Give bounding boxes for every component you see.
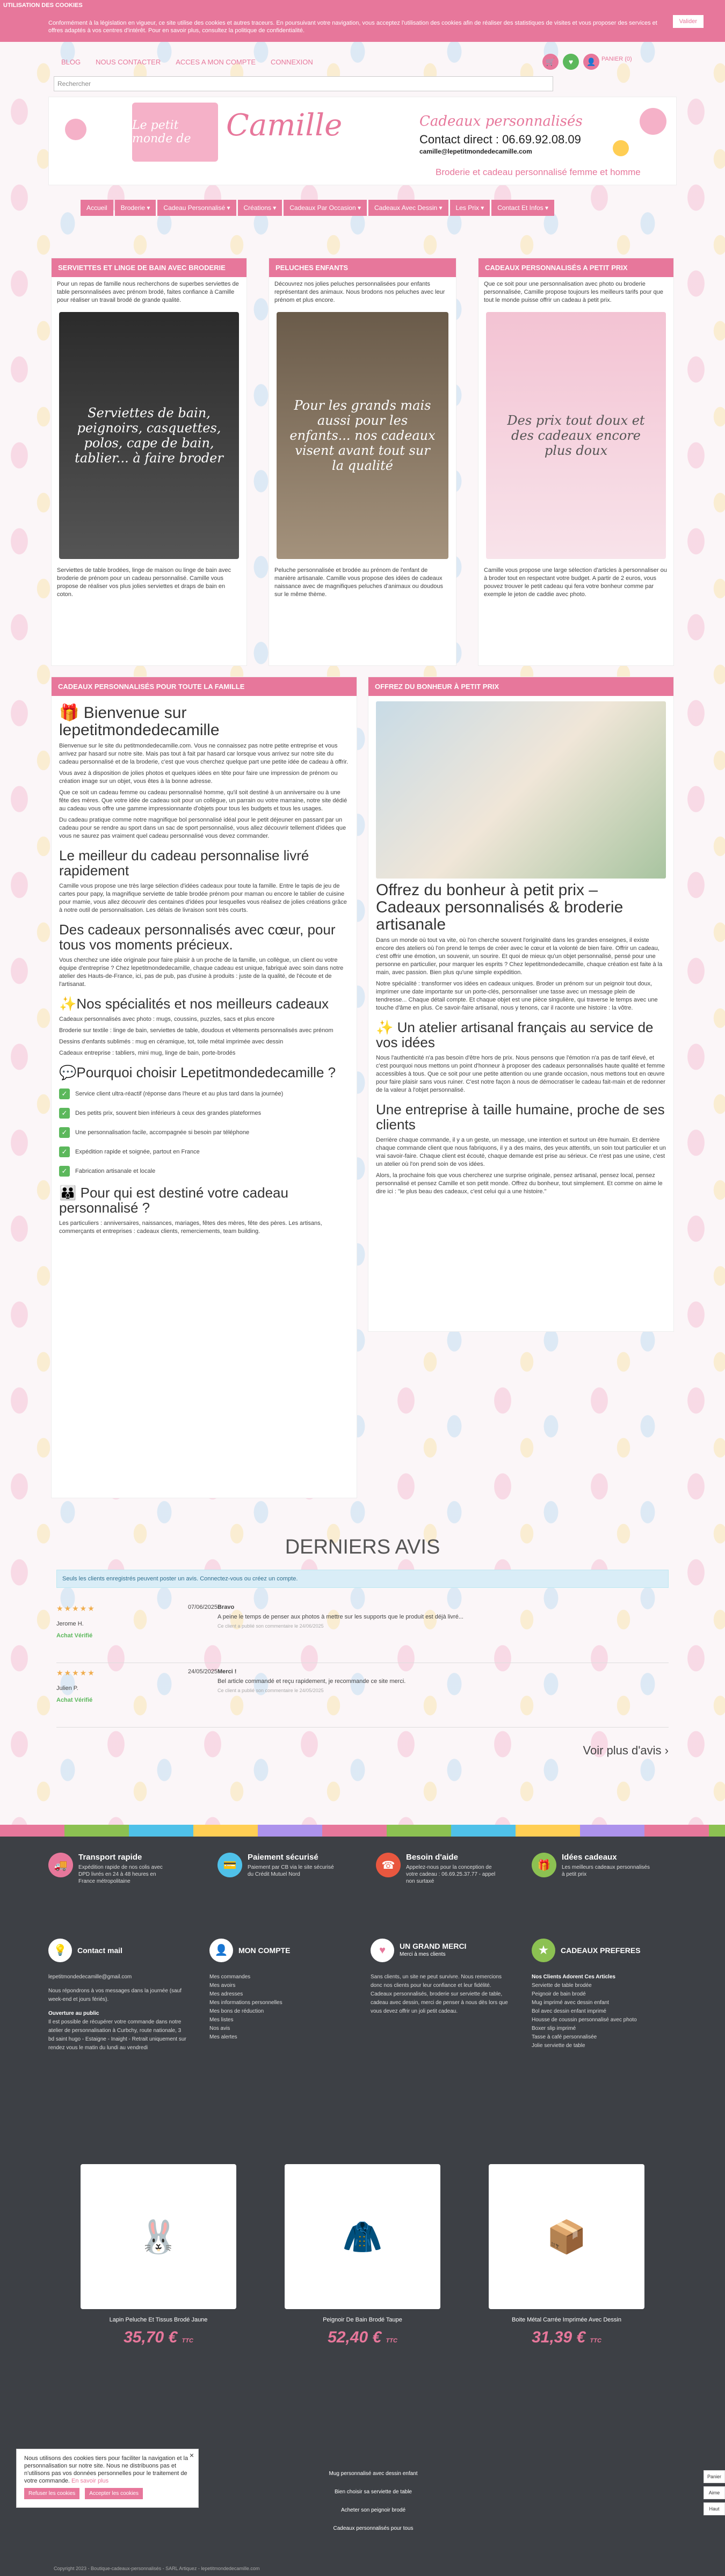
footer-line: Il est possible de récupérer votre commande dans notre atelier de personnalisation à Curbchy, route nationale, 3 bd saint hugo - Estaigne - Inaight - Retrait uniquement sur rendez vous le matin du lundi au vendredi — [48, 2019, 186, 2051]
menu-contact[interactable]: Contact Et Infos ▾ — [491, 200, 554, 216]
main-nav — [81, 200, 677, 216]
spec-item: Broderie sur textile : linge de bain, serviettes de table, doudous et vêtements personnalisés avec prénom — [59, 1027, 334, 1034]
promo-column — [269, 258, 456, 666]
product-price: 35,70 € — [124, 2328, 178, 2346]
credit-card-icon: 💳 — [218, 1853, 242, 1877]
user-icon: 👤 — [209, 1939, 233, 1962]
footer-col-title: CADEAUX PREFERES — [561, 1946, 641, 1955]
side-like-button[interactable]: Aime — [704, 2486, 725, 2499]
footer-link[interactable]: Mug imprimé avec dessin enfant — [532, 2000, 609, 2006]
header-phone: Contact direct : 06.69.92.08.09 — [419, 133, 581, 146]
footer-link[interactable]: Mes avoirs — [209, 1983, 236, 1989]
footer-link[interactable]: Jolie serviette de table — [532, 2043, 585, 2049]
feature-text: Appelez-nous pour la conception de votre cadeau : 06.69.25.37.77 - appel non surtaxé — [406, 1864, 496, 1884]
refuse-cookies-button[interactable]: Refuser les cookies — [24, 2488, 79, 2499]
decor-stripe — [0, 1825, 725, 1837]
verified-badge: Achat Vérifié — [56, 1697, 93, 1703]
cookie-more-link[interactable]: En savoir plus — [71, 2478, 109, 2484]
section-heading: ✨Nos spécialités et nos meilleurs cadeaux — [59, 996, 329, 1012]
search-input[interactable]: Rechercher — [54, 76, 553, 91]
nav-login[interactable]: CONNEXION — [271, 58, 313, 66]
check-icon: ✓ — [59, 1108, 70, 1119]
lightbulb-icon: 💡 — [48, 1939, 72, 1962]
column-outro: Peluche personnalisée et brodée au prénom de l'enfant de manière artisanale. Camille vous propose des idées de cadeaux naissance avec de magnifiques peluches d'animaux ou doudous sur le même thème. — [274, 567, 443, 598]
footer-link[interactable]: Bol avec dessin enfant imprimé — [532, 2008, 606, 2014]
header-subtitle: Cadeaux personnalisés — [419, 113, 583, 129]
product-card[interactable] — [489, 2164, 644, 2347]
check-icon: ✓ — [59, 1166, 70, 1177]
verified-badge: Achat Vérifié — [56, 1632, 93, 1639]
footer-link[interactable]: Boxer slip imprimé — [532, 2026, 576, 2031]
check-text: Une personnalisation facile, accompagnée si besoin par téléphone — [75, 1129, 250, 1136]
paragraph: Bienvenue sur le site du petitmondedecamille.com. Vous ne connaissez pas notre petite entreprise et vous arrivez par hasard sur notre site. Mais pas tout à fait par hasard car lorsque vous arrivez sur notre site du cadeau personnalisé et de la broderie, c'est que vous cherchez quelque part une petite idée de cadeau à offrir. — [59, 743, 349, 765]
feature-text: Paiement par CB via le site sécurisé du Crédit Mutuel Nord — [248, 1864, 334, 1877]
spec-item: Cadeaux entreprise : tabliers, mini mug, linge de bain, porte-brodés — [59, 1050, 236, 1056]
footer-link[interactable]: Cadeaux personnalisés pour tous — [333, 2526, 414, 2531]
paragraph: Notre spécialité : transformer vos idées en cadeaux uniques. Broder un prénom sur un peignoir tout doux, imprimer une date importante sur un porte-clés, personnaliser une tasse avec un message plein de tendresse... Chaque détail compte. Et chaque objet est une pièce singulière, qui traverse le temps avec une touche d'âme en plus. Ce savoir-faire artisanal, nous y tenons, car il raconte une histoire : la vôtre. — [376, 981, 658, 1011]
logo-badge[interactable]: Le petit monde de — [132, 103, 218, 162]
section-heading: 💬Pourquoi choisir Lepetitmondedecamille ? — [59, 1064, 336, 1080]
promo-image[interactable]: Pour les grands mais aussi pour les enfants... nos cadeaux visent avant tout sur la qualité — [277, 312, 448, 559]
feature-text: Expédition rapide de nos colis avec DPD livrés en 24 à 48 heures en France métropolitaine — [78, 1864, 163, 1884]
phone-icon: ☎ — [376, 1853, 401, 1877]
children-photo — [376, 701, 666, 879]
cart-icon[interactable]: 🛒 — [542, 54, 559, 70]
decor-dot — [640, 108, 666, 135]
price-tax: TTC — [386, 2338, 397, 2344]
footer-col-sub: Nos Clients Adorent Ces Articles — [532, 1974, 615, 1980]
footer-line: Ouverture au public — [48, 2011, 99, 2016]
footer-link[interactable]: Mes informations personnelles — [209, 2000, 282, 2006]
box-icon: 📦 — [489, 2164, 644, 2309]
feature-shipping — [48, 1853, 170, 1896]
header-email[interactable]: camille@lepetitmondedecamille.com — [419, 148, 532, 155]
review-date: 24/05/2025 — [187, 1668, 218, 1675]
footer-link[interactable]: Peignoir de bain brodé — [532, 1991, 586, 1997]
review-text: A peine le temps de penser aux photos à mettre sur les supports que le produit est déjà livré... — [218, 1614, 463, 1620]
paragraph: Les particuliers : anniversaires, naissances, mariages, fêtes des mères, fête des pères. Les artisans, commerçants et entreprises : cadeaux clients, remerciements, team building. — [59, 1220, 322, 1235]
footer-thanks — [371, 1939, 510, 2016]
product-price: 31,39 € — [532, 2328, 586, 2346]
cart-link[interactable]: PANIER (0) — [601, 56, 632, 62]
check-item — [59, 1166, 349, 1177]
menu-dessin[interactable]: Cadeaux Avec Dessin ▾ — [368, 200, 448, 216]
column-outro: Camille vous propose une large sélection d'articles à personnaliser ou à broder tout en respectant votre budget. A partir de 2 euros, vous pouvez trouver le petit cadeau qui fera votre bonheur comme par exemple le jeton de caddie avec photo. — [484, 567, 667, 598]
footer-account — [209, 1939, 349, 2042]
section-heading: Le meilleur du cadeau personnalise livré rapidement — [59, 847, 309, 879]
feature-help — [376, 1853, 497, 1896]
column-title: CADEAUX PERSONNALISÉS A PETIT PRIX — [479, 258, 673, 277]
promo-image[interactable]: Serviettes de bain, peignoirs, casquettes, polos, cape de bain, tablier... à faire broder — [59, 312, 239, 559]
check-text: Service client ultra-réactif (réponse dans l'heure et au plus tard dans la journée) — [75, 1091, 284, 1097]
paragraph: Alors, la prochaine fois que vous chercherez une surprise originale, pensez artisanal, pensez local, pensez personnalisé et pensez Camille et son petit monde. Offrez du bonheur, tout simplement. Et comme on aime le dire ici : "le plus beau des cadeaux, c'est celui qui a une histoire." — [376, 1172, 663, 1195]
product-price: 52,40 € — [328, 2328, 382, 2346]
reviews-title: DERNIERS AVIS — [285, 1536, 440, 1558]
copyright: Copyright 2023 - Boutique-cadeaux-personnalisés - SARL Artiquez - lepetitmondedecamille.com — [54, 2566, 260, 2571]
footer-email[interactable]: lepetitmondedecamille@gmail.com — [48, 1974, 132, 1980]
close-icon[interactable]: × — [189, 2451, 194, 2459]
section-title: OFFREZ DU BONHEUR À PETIT PRIX — [368, 677, 673, 696]
cookie-banner — [0, 0, 725, 42]
footer-link[interactable]: Housse de coussin personnalisé avec photo — [532, 2017, 637, 2023]
section-heading: Des cadeaux personnalisés avec cœur, pour tous vos moments précieux. — [59, 921, 336, 953]
check-text: Des petits prix, souvent bien inférieurs à ceux des grandes plateformes — [75, 1110, 262, 1116]
check-text: Fabrication artisanale et locale — [75, 1168, 156, 1174]
footer-link[interactable]: Serviette de table brodée — [532, 1983, 592, 1989]
check-item — [59, 1146, 349, 1157]
review-meta: Ce client a publié son commentaire le 24/06/2025 — [218, 1623, 324, 1629]
menu-prix[interactable]: Les Prix ▾ — [450, 200, 490, 216]
paragraph: Du cadeau pratique comme notre magnifique bol personnalisé idéal pour le petit déjeuner en passant par un cadeau pour se rendre au sport dans un sac de sport personnalisé, vous allez découvrir tellement d'idées que vous ne saurez pas vraiment quel cadeau personnalisé vous devez commander. — [59, 817, 346, 839]
price-tax: TTC — [182, 2338, 193, 2344]
footer-link[interactable]: Mes listes — [209, 2017, 234, 2023]
more-reviews-link[interactable]: Voir plus d'avis › — [583, 1744, 669, 1757]
cookie-popup — [16, 2449, 199, 2508]
feature-title: Paiement sécurisé — [248, 1853, 318, 1862]
column-title: SERVIETTES ET LINGE DE BAIN AVEC BRODERIE — [52, 258, 247, 277]
footer-link[interactable]: Bien choisir sa serviette de table — [335, 2489, 412, 2495]
check-item — [59, 1108, 349, 1119]
footer-link[interactable]: Acheter son peignoir brodé — [340, 2507, 406, 2513]
check-icon: ✓ — [59, 1127, 70, 1138]
product-name[interactable]: Boite Métal Carrée Imprimée Avec Dessin — [512, 2317, 621, 2323]
reviews-section — [56, 1536, 669, 1758]
column-intro: Découvrez nos jolies peluches personnalisées pour enfants représentant des animaux. Nous brodons nos peluches avec leur prénom et plus encore. — [274, 281, 445, 303]
review-item — [56, 1663, 669, 1728]
accept-cookies-button[interactable]: Accepter les cookies — [85, 2488, 143, 2499]
family-section — [51, 677, 357, 1498]
paragraph: Vous cherchez une idée originale pour faire plaisir à un proche de la famille, un collègue, un client ou votre équipe d'entreprise ? Chez lepetitmondedecamille, chaque cadeau est unique, fabriqué avec soin dans notre atelier des Hauts-de-France, ici, pas de pub, pas d'usine à produits : juste de la qualité, de l'écoute et de l'artisanat. — [59, 957, 344, 988]
feature-text: Les meilleurs cadeaux personnalisés à petit prix — [562, 1864, 650, 1877]
reviewer-name: Julien P. — [56, 1685, 78, 1692]
spec-item: Cadeaux personnalisés avec photo : mugs, coussins, puzzles, sacs et plus encore — [59, 1016, 275, 1022]
promo-column — [478, 258, 674, 666]
product-card[interactable] — [285, 2164, 440, 2347]
site-header — [48, 97, 677, 185]
bathrobe-icon: 🧥 — [285, 2164, 440, 2309]
section-heading: ✨ Un atelier artisanal français au service de vos idées — [376, 1019, 654, 1050]
check-item — [59, 1127, 349, 1138]
section-title: CADEAUX PERSONNALISÉS POUR TOUTE LA FAMILLE — [52, 677, 357, 696]
footer-line: Sans clients, un site ne peut survivre. Nous remercions donc nos clients pour leur confiance et leur fidélité. Cadeaux personnalisés, broderie sur serviette de table, cadeau avec dessin, merci de penser à nous dès lors que vous devez offrir un joli petit cadeau. — [371, 1974, 508, 2014]
product-name[interactable]: Lapin Peluche Et Tissus Brodé Jaune — [109, 2317, 208, 2323]
footer-link[interactable]: Mes adresses — [209, 1991, 243, 1997]
price-tax: TTC — [590, 2338, 601, 2344]
side-cart-button[interactable]: Panier — [704, 2470, 725, 2483]
feature-title: Transport rapide — [78, 1853, 142, 1862]
cookie-accept-button[interactable]: Valider — [673, 15, 704, 28]
product-name[interactable]: Peignoir De Bain Brodé Taupe — [323, 2317, 402, 2323]
star-icon: ★ — [532, 1939, 555, 1962]
column-title: PELUCHES ENFANTS — [269, 258, 456, 277]
column-intro: Pour un repas de famille nous recherchons de superbes serviettes de table personnalisées avec prénom brodé, faites confiance à Camille pour réaliser un travail brodé de grande qualité. — [57, 281, 239, 303]
section-heading: 👪 Pour qui est destiné votre cadeau personnalisé ? — [59, 1185, 288, 1216]
cookie-title: UTILISATION DES COOKIES — [3, 2, 83, 9]
rabbit-icon: 🐰 — [81, 2164, 236, 2309]
nav-account[interactable]: ACCES A MON COMPTE — [176, 58, 256, 66]
truck-icon: 🚚 — [48, 1853, 73, 1877]
review-date: 07/06/2025 — [187, 1604, 218, 1610]
footer-link[interactable]: Nos avis — [209, 2026, 230, 2031]
check-icon: ✓ — [59, 1089, 70, 1099]
menu-cadeau-personnalise[interactable]: Cadeau Personnalisé ▾ — [157, 200, 236, 216]
footer-favorites — [532, 1939, 671, 2050]
promo-column — [51, 258, 247, 666]
footer-col-title: Contact mail — [77, 1946, 123, 1955]
product-card[interactable] — [81, 2164, 236, 2347]
column-intro: Que ce soit pour une personnalisation avec photo ou broderie personnalisée, Camille propose toujours les meilleurs tarifs pour que tout le monde puisse offrir un cadeau à petit prix. — [484, 281, 663, 303]
feature-payment — [218, 1853, 339, 1896]
paragraph: Nous l'authenticité n'a pas besoin d'être hors de prix. Nous pensons que l'émotion n'a pas de tarif élevé, et c'est pourquoi nous mettons un point d'honneur à proposer des cadeaux personnalisés haute qualité et femme accessibles à tous. Que ce soit pour une petite attention ou une grande occasion, nous mettons tout en œuvre pour faire plaisir sans vous ruiner. C'est notre façon à nous de démocratiser le cadeau fait-main et de redonner de la valeur à l'objet personnalisé. — [376, 1055, 665, 1093]
paragraph: Camille vous propose une très large sélection d'idées cadeaux pour toute la famille. Entre le tapis de jeu de cartes pour papy, la magnifique serviette de table brodée prénom pour maman ou encore le tablier de cuisine pour mamie, vous allez découvrir des centaines d'idées pour lesquelles vous réalisez de jolies créations grâce à notre outil de personnalisation. Les délais de livraison sont très courts. — [59, 883, 347, 913]
check-item — [59, 1089, 349, 1099]
promo-image[interactable]: Des prix tout doux et des cadeaux encore plus doux — [486, 312, 666, 559]
user-icon[interactable]: 👤 — [583, 54, 599, 70]
logo-text[interactable]: Camille — [226, 108, 343, 143]
footer-link[interactable]: Mes commandes — [209, 1974, 251, 1980]
spec-item: Dessins d'enfants sublimés : mug en céramique, tot, toile métal imprimée avec dessin — [59, 1039, 284, 1045]
menu-broderie[interactable]: Broderie ▾ — [115, 200, 156, 216]
section-heading: Une entreprise à taille humaine, proche de ses clients — [376, 1101, 665, 1133]
wishlist-icon[interactable]: ♥ — [563, 54, 579, 70]
reviews-login-note[interactable]: Seuls les clients enregistrés peuvent poster un avis. Connectez-vous ou créez un compte. — [56, 1570, 669, 1588]
rating-stars: ★★★★★ — [56, 1604, 96, 1613]
heart-icon: ♥ — [371, 1939, 394, 1962]
cookie-popup-text: Nous utilisons des cookies tiers pour faciliter la navigation et la personnalisation sur notre site. Nous ne distribuons pas et n'utilisons pas vos données personnelles pour le traitement de votre commande. — [24, 2455, 189, 2484]
footer-link[interactable]: Tasse à café personnalisée — [532, 2034, 597, 2040]
side-toolbar — [704, 2470, 725, 2519]
footer-line: Nous répondrons à vos messages dans la journée (sauf week-end et jours fériés). — [48, 1988, 182, 2002]
nav-contact[interactable]: NOUS CONTACTER — [96, 58, 161, 66]
feature-ideas — [532, 1853, 653, 1896]
review-text: Bel article commandé et reçu rapidement, je recommande ce site merci. — [218, 1678, 406, 1685]
footer-link[interactable]: Mes alertes — [209, 2034, 237, 2040]
decor-dot — [65, 119, 86, 140]
decor-dot — [613, 140, 629, 156]
check-text: Expédition rapide et soignée, partout en France — [75, 1149, 200, 1155]
feature-title: Besoin d'aide — [406, 1853, 458, 1862]
rating-stars: ★★★★★ — [56, 1668, 96, 1677]
reviewer-name: Jerome H. — [56, 1621, 84, 1627]
menu-creations[interactable]: Créations ▾ — [238, 200, 282, 216]
paragraph: Derrière chaque commande, il y a un geste, un message, une intention et surtout un être humain. Et derrière chaque commande client que nous fabriquons, il y a des mains, des yeux attentifs, un soin tout particulier et un vrai savoir-faire. Chaque client est écouté, chaque demande est prise au sérieux. Ce n'est pas une usine, c'est un atelier où l'on prend soin de vos idées. — [376, 1137, 666, 1167]
cookie-text: Conformément à la législation en vigueur, ce site utilise des cookies et autres traceurs. En poursuivant votre navigation, vous acceptez l'utilisation des cookies afin de réaliser des statistiques de visites et vous proposer des services et offres adaptés à vos centres d'intérêt. Pour en savoir plus, consultez la politique de confidentialité. — [48, 20, 657, 34]
back-to-top-button[interactable]: Haut — [704, 2502, 725, 2515]
nav-blog[interactable]: BLOG — [61, 58, 81, 66]
section-heading: Offrez du bonheur à petit prix – Cadeaux personnalisés & broderie artisanale — [376, 881, 624, 933]
menu-occasion[interactable]: Cadeaux Par Occasion ▾ — [284, 200, 367, 216]
column-outro: Serviettes de table brodées, linge de maison ou linge de bain avec broderie de prénom pour un cadeau personnalisé. Camille vous propose de réaliser vos plus jolies serviettes et draps de bain en coton. — [57, 567, 231, 598]
review-item — [56, 1599, 669, 1663]
footer-links — [306, 2465, 440, 2538]
paragraph: Que ce soit un cadeau femme ou cadeau personnalisé homme, qu'il soit destiné à un anniversaire ou à une fête des mères. Que votre idée de cadeau soit pour un collègue, un parrain ou votre marraine, notre site dédié au cadeau vous offre une gamme impressionnante d'objets pour tous les budgets et tous les usages. — [59, 789, 347, 812]
footer-col-title: MON COMPTE — [238, 1946, 291, 1955]
check-icon: ✓ — [59, 1146, 70, 1157]
gift-icon: 🎁 — [532, 1853, 556, 1877]
footer-col-sub: Merci à mes clients — [400, 1951, 446, 1957]
feature-title: Idées cadeaux — [562, 1853, 617, 1862]
header-tagline: Broderie et cadeau personnalisé femme et homme — [436, 167, 641, 177]
footer-link[interactable]: Mes bons de réduction — [209, 2008, 264, 2014]
top-nav — [54, 54, 321, 72]
footer-contact — [48, 1939, 188, 2052]
review-title: Merci ! — [218, 1668, 237, 1675]
menu-home[interactable]: Accueil — [81, 200, 113, 216]
paragraph: Dans un monde où tout va vite, où l'on cherche souvent l'originalité dans les grandes enseignes, il existe encore des ateliers où l'on prend le temps de créer avec le cœur et la volonté de bien faire. Offrir un cadeau, c'est offrir une émotion, un souvenir, un sourire. Et quoi de mieux qu'un objet personnalisé, pensé pour une personne en particulier, pour marquer les esprits ? Chez lepetitmondedecamille, chaque création est faite à la main, avec passion. Bien plus qu'une simple expédition. — [376, 937, 663, 976]
footer-col-title: UN GRAND MERCI — [400, 1942, 467, 1950]
bonheur-section — [368, 677, 674, 1332]
welcome-heading: 🎁 Bienvenue sur lepetitmondedecamille — [59, 704, 220, 739]
footer-link[interactable]: Mug personnalisé avec dessin enfant — [329, 2471, 418, 2477]
review-meta: Ce client a publié son commentaire le 24/05/2025 — [218, 1688, 324, 1693]
review-title: Bravo — [218, 1604, 235, 1610]
paragraph: Vous avez à disposition de jolies photos et quelques idées en tête pour faire une impression de prénom ou création image sur un objet, vous êtes à la bonne adresse. — [59, 770, 338, 785]
